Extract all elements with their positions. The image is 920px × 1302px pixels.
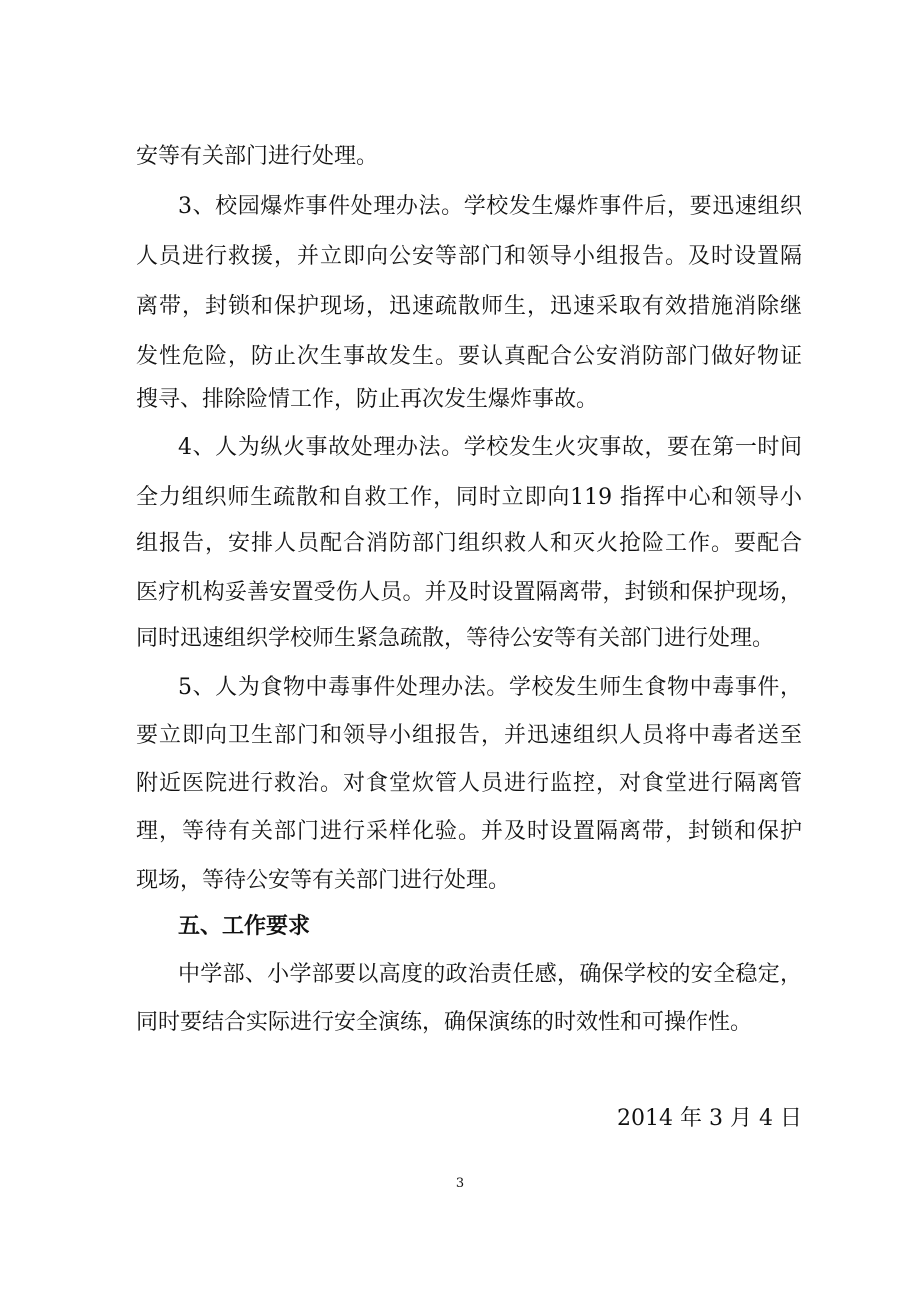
item-4-line: 4、人为纵火事故处理办法。学校发生火灾事故，要在第一时间 [178,435,802,460]
item-5-line: 附近医院进行救治。对食堂炊管人员进行监控，对食堂进行隔离管 [136,771,802,796]
item-4-line: 组报告，安排人员配合消防部门组织救人和灭火抢险工作。要配合 [136,531,802,556]
item-5-line: 理，等待有关部门进行采样化验。并及时设置隔离带，封锁和保护 [136,819,802,844]
item-3-line: 发性危险，防止次生事故发生。要认真配合公安消防部门做好物证 [136,344,802,369]
item-5-line: 现场，等待公安等有关部门进行处理。 [136,868,511,893]
document-date: 2014 年 3 月 4 日 [617,1106,802,1131]
item-3-line: 搜寻、排除险情工作，防止再次发生爆炸事故。 [136,387,599,412]
work-requirement-line: 同时要结合实际进行安全演练，确保演练的时效性和可操作性。 [136,1010,753,1035]
item-5-line: 要立即向卫生部门和领导小组报告，并迅速组织人员将中毒者送至 [136,723,802,748]
item-3-line: 离带，封锁和保护现场，迅速疏散师生，迅速采取有效措施消除继 [136,294,802,319]
section-heading: 五、工作要求 [178,914,311,939]
item-3-line: 人员进行救援，并立即向公安等部门和领导小组报告。及时设置隔 [136,244,802,269]
item-4-line: 医疗机构妥善安置受伤人员。并及时设置隔离带，封锁和保护现场， [136,580,802,605]
item-3-line: 3、校园爆炸事件处理办法。学校发生爆炸事件后，要迅速组织 [178,194,802,219]
work-requirement-line: 中学部、小学部要以高度的政治责任感，确保学校的安全稳定， [178,962,802,987]
page-number: 3 [455,1176,465,1191]
paragraph-line: 安等有关部门进行处理。 [136,144,379,169]
item-4-line: 同时迅速组织学校师生紧急疏散，等待公安等有关部门进行处理。 [136,626,775,651]
item-5-line: 5、人为食物中毒事件处理办法。学校发生师生食物中毒事件， [178,675,802,700]
item-4-line: 全力组织师生疏散和自救工作，同时立即向119 指挥中心和领导小 [136,485,802,510]
